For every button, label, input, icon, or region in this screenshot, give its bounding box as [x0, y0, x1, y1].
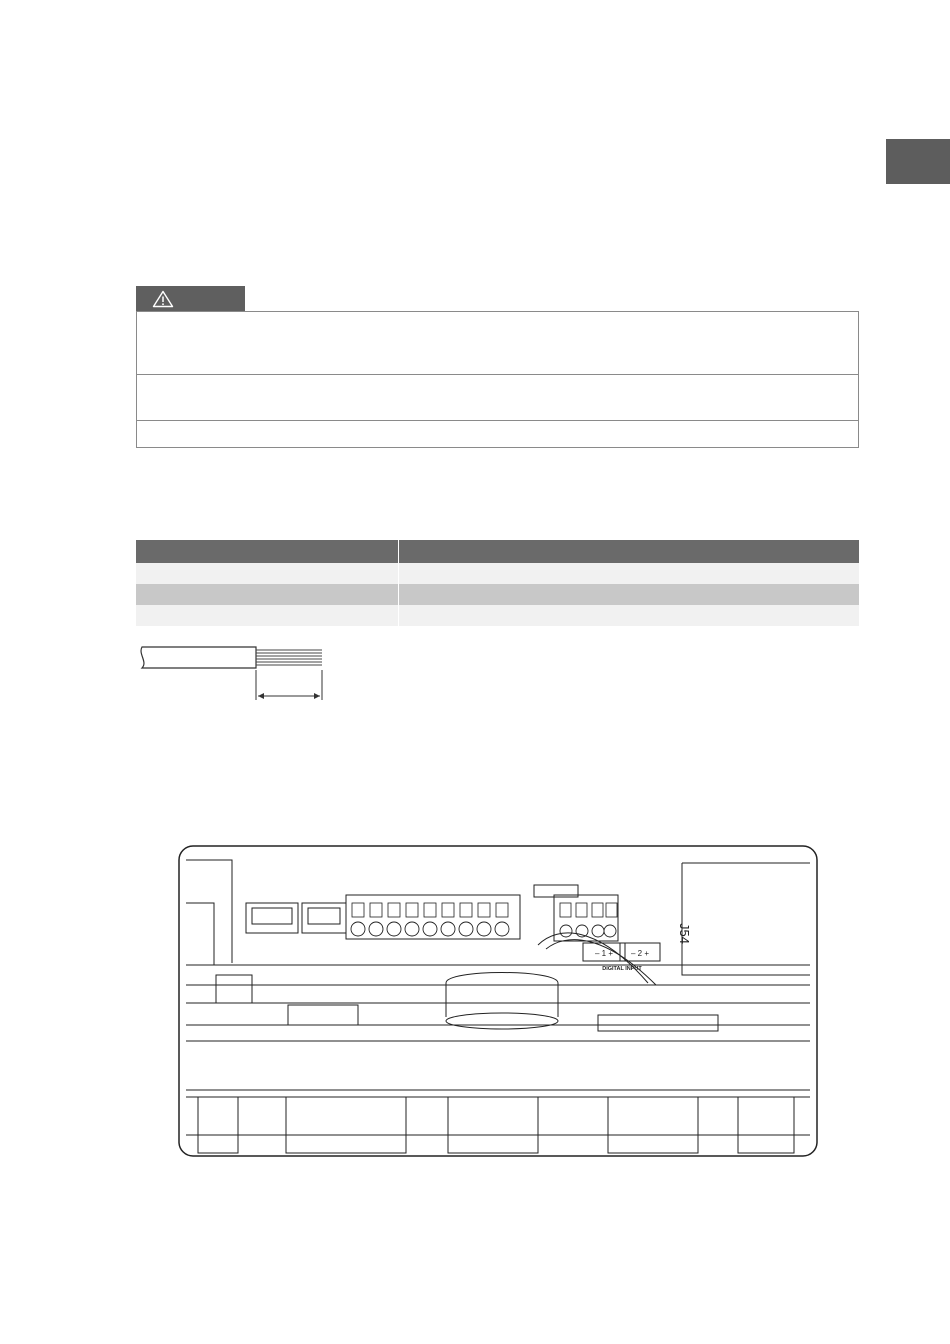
warning-box	[136, 311, 859, 448]
warning-row	[137, 312, 858, 375]
section-tab-marker	[886, 139, 950, 184]
table-row	[136, 584, 859, 605]
warning-triangle-icon	[152, 290, 174, 308]
warning-row	[137, 374, 858, 421]
terminal-2-label: – 2 +	[630, 949, 650, 958]
warning-row	[137, 420, 858, 447]
terminal-group-label: DIGITAL INPUT	[602, 966, 642, 972]
table-row	[136, 563, 859, 584]
warning-header	[136, 286, 245, 311]
spec-table	[136, 540, 859, 626]
terminal-block-illustration	[178, 845, 818, 1157]
stripped-wire-icon	[136, 640, 336, 704]
table-header-row	[136, 540, 859, 563]
connector-label: J54	[677, 923, 692, 944]
terminal-1-label: – 1 +	[594, 949, 614, 958]
table-row	[136, 605, 859, 626]
